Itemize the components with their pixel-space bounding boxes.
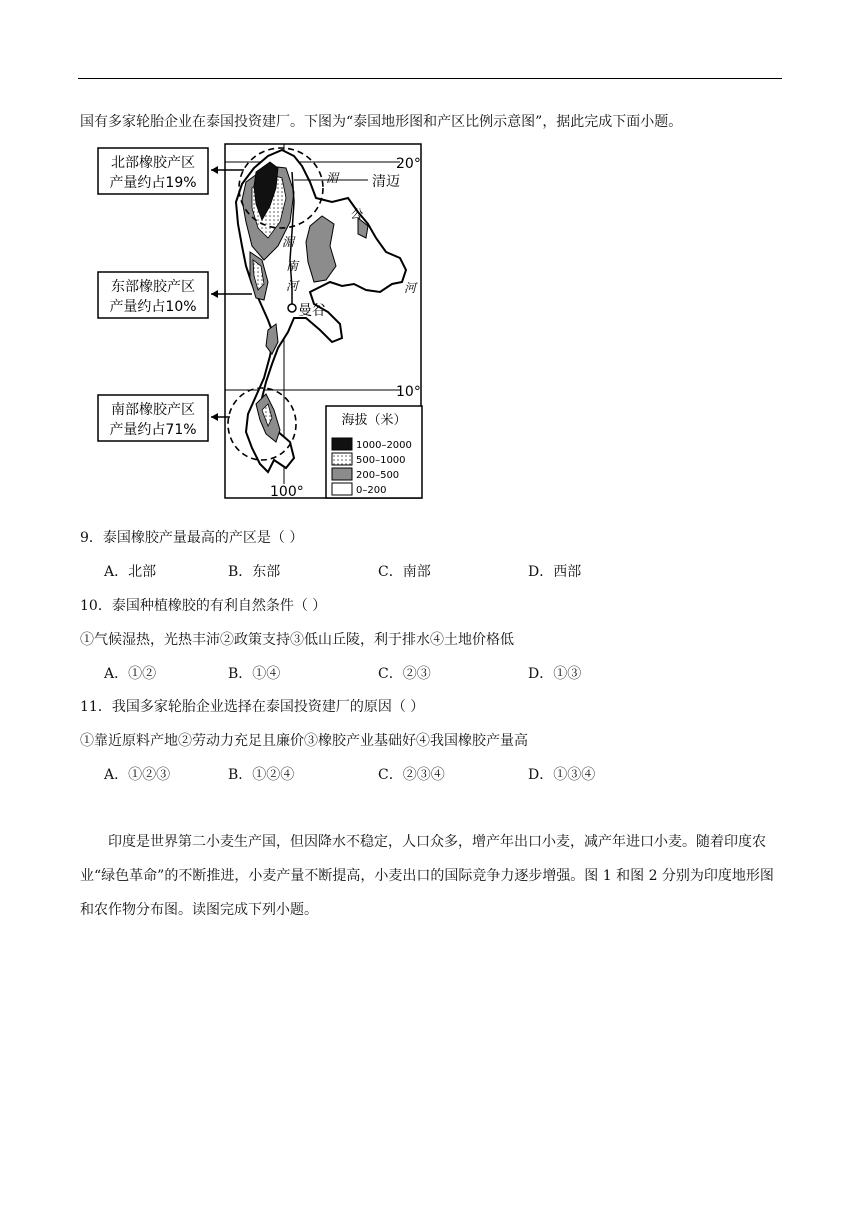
mekong-label-3: 河 (404, 281, 417, 295)
question-9-option-d[interactable]: D．西部 (528, 564, 582, 580)
question-9-stem: 9．泰国橡胶产量最高的产区是（ ） (80, 530, 304, 546)
bangkok-marker (288, 304, 296, 312)
question-9-option-b[interactable]: B．东部 (228, 564, 281, 580)
question-9-option-c[interactable]: C．南部 (378, 564, 431, 580)
chiang-mai-label: 清迈 (372, 174, 400, 190)
header-rule (78, 78, 782, 79)
chao-phraya-label-2: 南 (286, 259, 299, 273)
legend-label-500-1000: 500–1000 (356, 455, 406, 466)
question-10-option-d[interactable]: D．①③ (528, 666, 582, 682)
question-11-option-c[interactable]: C．②③④ (378, 767, 445, 783)
legend-title: 海拔（米） (341, 413, 407, 428)
question-10-option-b[interactable]: B．①④ (228, 666, 281, 682)
latitude-20-label: 20° (396, 156, 421, 172)
question-10-option-a[interactable]: A．①② (104, 666, 157, 682)
legend-swatch-500-1000 (332, 453, 352, 465)
intro-text: 国有多家轮胎企业在泰国投资建厂。下图为“泰国地形图和产区比例示意图”，据此完成下面小题。 (80, 114, 683, 130)
bangkok-label: 曼谷 (298, 303, 326, 319)
legend-label-1000-2000: 1000–2000 (356, 440, 412, 451)
east-region-share: 产量约占10% (109, 299, 197, 315)
question-11-option-a[interactable]: A．①②③ (104, 767, 171, 783)
mekong-label-1: 湄 (326, 171, 339, 185)
question-11-items: ①靠近原料产地②劳动力充足且廉价③橡胶产业基础好④我国橡胶产量高 (80, 733, 528, 749)
question-11-stem: 11．我国多家轮胎企业选择在泰国投资建厂的原因（ ） (80, 699, 425, 715)
mekong-label-2: 公 (350, 207, 363, 221)
question-11-option-d[interactable]: D．①③④ (528, 767, 596, 783)
chao-phraya-label-3: 河 (286, 279, 299, 293)
east-region-label: 东部橡胶产区 (111, 279, 195, 295)
longitude-100-label: 100° (270, 484, 304, 500)
latitude-10-label: 10° (396, 384, 421, 400)
legend-swatch-0-200 (332, 483, 352, 495)
south-region-label: 南部橡胶产区 (111, 402, 195, 418)
legend-swatch-1000-2000 (332, 438, 352, 450)
thailand-map-figure (96, 142, 436, 500)
question-10-option-c[interactable]: C．②③ (378, 666, 431, 682)
india-wheat-paragraph: 印度是世界第二小麦生产国，但因降水不稳定，人口众多，增产年出口小麦，减产年进口小麦。随着印度农业“绿色革命”的不断推进，小麦产量不断提高，小麦出口的国际竞争力逐步增强。图 1 和图 2 分别为印度地形图和农作物分布图。读图完成下列小题。 (80, 834, 774, 918)
north-region-label: 北部橡胶产区 (111, 155, 195, 171)
india-wheat-passage (80, 825, 780, 927)
legend-label-200-500: 200–500 (356, 470, 400, 481)
south-region-share: 产量约占71% (109, 422, 197, 438)
question-10-stem: 10．泰国种植橡胶的有利自然条件（ ） (80, 598, 327, 614)
legend-swatch-200-500 (332, 468, 352, 480)
question-9-option-a[interactable]: A．北部 (104, 564, 157, 580)
legend-label-0-200: 0–200 (356, 485, 387, 496)
chao-phraya-label-1: 湄 (282, 235, 295, 249)
question-10-items: ①气候湿热，光热丰沛②政策支持③低山丘陵，利于排水④土地价格低 (80, 632, 514, 648)
question-11-option-b[interactable]: B．①②④ (228, 767, 295, 783)
north-region-share: 产量约占19% (109, 175, 197, 191)
